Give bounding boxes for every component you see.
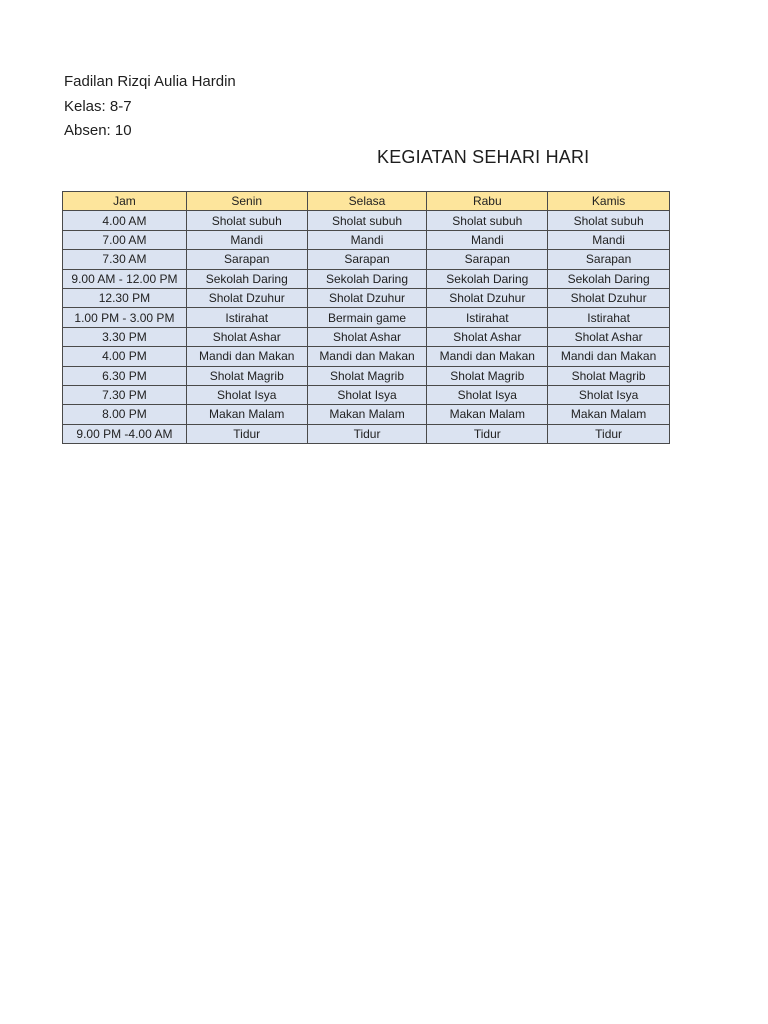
document-title: KEGIATAN SEHARI HARI xyxy=(377,147,590,167)
cell-time: 1.00 PM - 3.00 PM xyxy=(63,308,187,327)
cell-rabu: Sekolah Daring xyxy=(427,269,548,288)
cell-time: 8.00 PM xyxy=(63,405,187,424)
cell-kamis: Mandi dan Makan xyxy=(548,347,670,366)
schedule-table xyxy=(62,191,670,444)
cell-kamis: Sekolah Daring xyxy=(548,269,670,288)
cell-rabu: Tidur xyxy=(427,424,548,443)
cell-time: 7.00 AM xyxy=(63,230,187,249)
column-header-selasa: Selasa xyxy=(307,192,427,211)
cell-rabu: Mandi xyxy=(427,230,548,249)
cell-time: 12.30 PM xyxy=(63,288,187,307)
cell-kamis: Sholat subuh xyxy=(548,211,670,230)
cell-kamis: Makan Malam xyxy=(548,405,670,424)
cell-senin: Sholat Isya xyxy=(186,385,307,404)
cell-time: 9.00 PM -4.00 AM xyxy=(63,424,187,443)
cell-kamis: Istirahat xyxy=(548,308,670,327)
cell-time: 9.00 AM - 12.00 PM xyxy=(63,269,187,288)
cell-rabu: Sholat Isya xyxy=(427,385,548,404)
table-row xyxy=(63,347,670,366)
cell-selasa: Bermain game xyxy=(307,308,427,327)
cell-senin: Sholat Magrib xyxy=(186,366,307,385)
cell-selasa: Sholat Ashar xyxy=(307,327,427,346)
cell-senin: Makan Malam xyxy=(186,405,307,424)
cell-rabu: Sholat Dzuhur xyxy=(427,288,548,307)
cell-senin: Sholat Dzuhur xyxy=(186,288,307,307)
cell-senin: Tidur xyxy=(186,424,307,443)
cell-time: 7.30 AM xyxy=(63,250,187,269)
cell-time: 6.30 PM xyxy=(63,366,187,385)
cell-selasa: Makan Malam xyxy=(307,405,427,424)
cell-selasa: Sarapan xyxy=(307,250,427,269)
table-row xyxy=(63,385,670,404)
student-class: Kelas: 8-7 xyxy=(64,98,132,115)
table-row xyxy=(63,230,670,249)
cell-time: 4.00 PM xyxy=(63,347,187,366)
cell-rabu: Istirahat xyxy=(427,308,548,327)
cell-selasa: Sholat Magrib xyxy=(307,366,427,385)
cell-rabu: Makan Malam xyxy=(427,405,548,424)
table-row xyxy=(63,327,670,346)
cell-rabu: Sholat Magrib xyxy=(427,366,548,385)
cell-senin: Sholat subuh xyxy=(186,211,307,230)
cell-selasa: Sholat Isya xyxy=(307,385,427,404)
column-header-jam: Jam xyxy=(63,192,187,211)
cell-senin: Sekolah Daring xyxy=(186,269,307,288)
cell-selasa: Mandi dan Makan xyxy=(307,347,427,366)
cell-senin: Sarapan xyxy=(186,250,307,269)
table-row xyxy=(63,211,670,230)
table-row xyxy=(63,366,670,385)
cell-time: 7.30 PM xyxy=(63,385,187,404)
cell-kamis: Mandi xyxy=(548,230,670,249)
cell-kamis: Sholat Isya xyxy=(548,385,670,404)
cell-selasa: Sholat Dzuhur xyxy=(307,288,427,307)
cell-time: 3.30 PM xyxy=(63,327,187,346)
cell-rabu: Mandi dan Makan xyxy=(427,347,548,366)
student-number: Absen: 10 xyxy=(64,122,132,139)
table-row xyxy=(63,405,670,424)
cell-senin: Istirahat xyxy=(186,308,307,327)
cell-rabu: Sholat Ashar xyxy=(427,327,548,346)
cell-kamis: Sholat Dzuhur xyxy=(548,288,670,307)
cell-kamis: Sholat Magrib xyxy=(548,366,670,385)
cell-rabu: Sarapan xyxy=(427,250,548,269)
cell-senin: Mandi dan Makan xyxy=(186,347,307,366)
table-row xyxy=(63,424,670,443)
cell-kamis: Sarapan xyxy=(548,250,670,269)
cell-senin: Mandi xyxy=(186,230,307,249)
cell-selasa: Tidur xyxy=(307,424,427,443)
table-row xyxy=(63,269,670,288)
student-name: Fadilan Rizqi Aulia Hardin xyxy=(64,73,236,90)
table-row xyxy=(63,250,670,269)
cell-rabu: Sholat subuh xyxy=(427,211,548,230)
cell-selasa: Sekolah Daring xyxy=(307,269,427,288)
cell-senin: Sholat Ashar xyxy=(186,327,307,346)
cell-kamis: Tidur xyxy=(548,424,670,443)
table-row xyxy=(63,308,670,327)
column-header-kamis: Kamis xyxy=(548,192,670,211)
cell-kamis: Sholat Ashar xyxy=(548,327,670,346)
table-header-row xyxy=(63,192,670,211)
cell-selasa: Sholat subuh xyxy=(307,211,427,230)
column-header-rabu: Rabu xyxy=(427,192,548,211)
column-header-senin: Senin xyxy=(186,192,307,211)
table-row xyxy=(63,288,670,307)
cell-time: 4.00 AM xyxy=(63,211,187,230)
cell-selasa: Mandi xyxy=(307,230,427,249)
